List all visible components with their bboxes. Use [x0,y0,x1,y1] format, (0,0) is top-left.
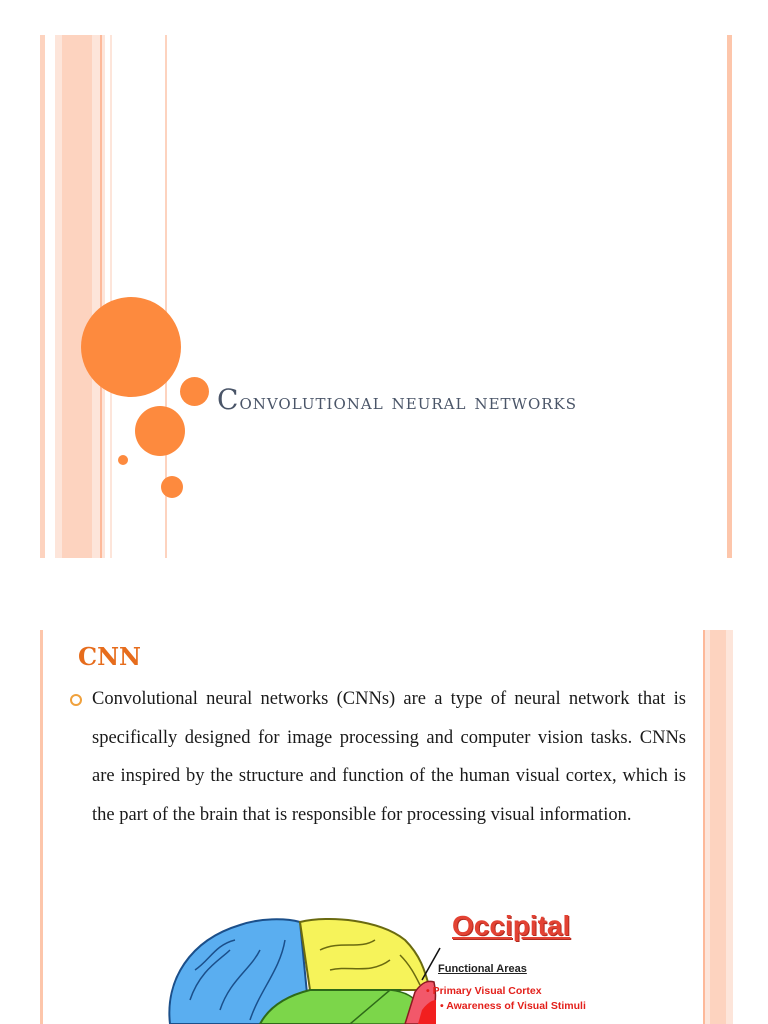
left-decor-line-2 [110,35,112,558]
title-rest: onvolutional neural networks [239,390,578,415]
large-circle [81,297,181,397]
title-initial: C [217,383,240,416]
left-decor-band-outer [40,35,45,558]
slide-heading: CNN [78,642,141,671]
right-decor-band [727,35,732,558]
occipital-label: Occipital [452,910,571,941]
functional-area-item: • Awareness of Visual Stimuli [440,1000,586,1012]
small-circle-bottom [161,476,183,498]
slide-title [217,380,737,420]
right-decor-line [703,630,705,1024]
left-decor-band-mid [62,35,92,558]
left-decor-line [40,630,43,1024]
bullet-text: Convolutional neural networks (CNNs) are a type of neural network that is specifically designed for image processing and computer vision tasks. CNNs are inspired by the structure and function of the human visual cortex, which is the part of the brain that is responsible for processing visual information. [92,689,686,825]
functional-area-item: • Primary Visual Cortex [426,985,542,997]
bullet-circle-icon [70,694,82,706]
left-decor-line [100,35,102,558]
tiny-circle [118,455,128,465]
right-decor-band-mid [710,630,726,1024]
medium-circle [135,406,185,456]
small-circle-right [180,377,209,406]
functional-areas-label: Functional Areas [438,963,527,975]
content-slide [0,620,768,1024]
